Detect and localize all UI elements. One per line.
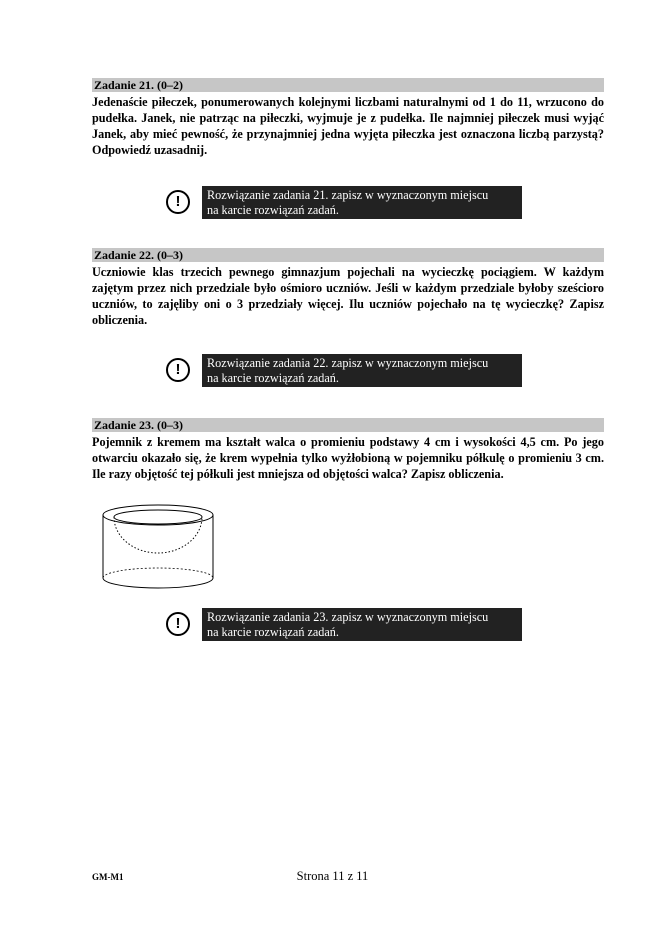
- notice-line-2: na karcie rozwiązań zadań.: [207, 203, 339, 217]
- exclamation-icon: !: [166, 358, 190, 382]
- notice-line-1: Rozwiązanie zadania 21. zapisz w wyznaczonym miejscu: [207, 188, 489, 202]
- notice-line-2: na karcie rozwiązań zadań.: [207, 625, 339, 639]
- task-22-body: Uczniowie klas trzecich pewnego gimnazjum pojechali na wycieczkę pociągiem. W każdym zajętym przez nich przedziale było ośmioro uczniów. Jeśli w każdym przedziale byłoby sześcioro uczniów, to zajęliby oni o 3 przedziały więcej. Ilu uczniów pojechało na tę wycieczkę? Zapisz obliczenia.: [92, 265, 604, 327]
- notice-line-1: Rozwiązanie zadania 23. zapisz w wyznaczonym miejscu: [207, 610, 489, 624]
- page-number: Strona 11 z 11: [296, 869, 369, 883]
- notice-line-1: Rozwiązanie zadania 22. zapisz w wyznaczonym miejscu: [207, 356, 489, 370]
- exam-code: GM-M1: [92, 872, 124, 882]
- task-23-header: Zadanie 23. (0–3): [92, 418, 604, 432]
- task-23-body: Pojemnik z kremem ma kształt walca o promieniu podstawy 4 cm i wysokości 4,5 cm. Po jego otwarciu okazało się, że krem wypełnia tylko wyżłobioną w pojemniku półkulę o promieniu 3 cm. Ile razy objętość tej półkuli jest mniejsza od objętości walca? Zapisz obliczenia.: [92, 435, 604, 481]
- task-21-header: Zadanie 21. (0–2): [92, 78, 604, 92]
- task-21-body: Jedenaście piłeczek, ponumerowanych kolejnymi liczbami naturalnymi od 1 do 11, wrzucono do pudełka. Janek, nie patrząc na piłeczki, wyjmuje je z pudełka. Ile najmniej piłeczek musi wyjąć Janek, aby mieć pewność, że przynajmniej jedna wyjęta piłeczka jest oznaczona liczbą parzystą? Odpowiedź uzasadnij.: [92, 95, 604, 157]
- cylinder-hemisphere-figure: [96, 500, 220, 596]
- notice-box: [202, 186, 522, 219]
- exclamation-icon: !: [166, 612, 190, 636]
- exclamation-icon: !: [166, 190, 190, 214]
- task-22-header: Zadanie 22. (0–3): [92, 248, 604, 262]
- notice-box: [202, 608, 522, 641]
- notice-line-2: na karcie rozwiązań zadań.: [207, 371, 339, 385]
- notice-box: [202, 354, 522, 387]
